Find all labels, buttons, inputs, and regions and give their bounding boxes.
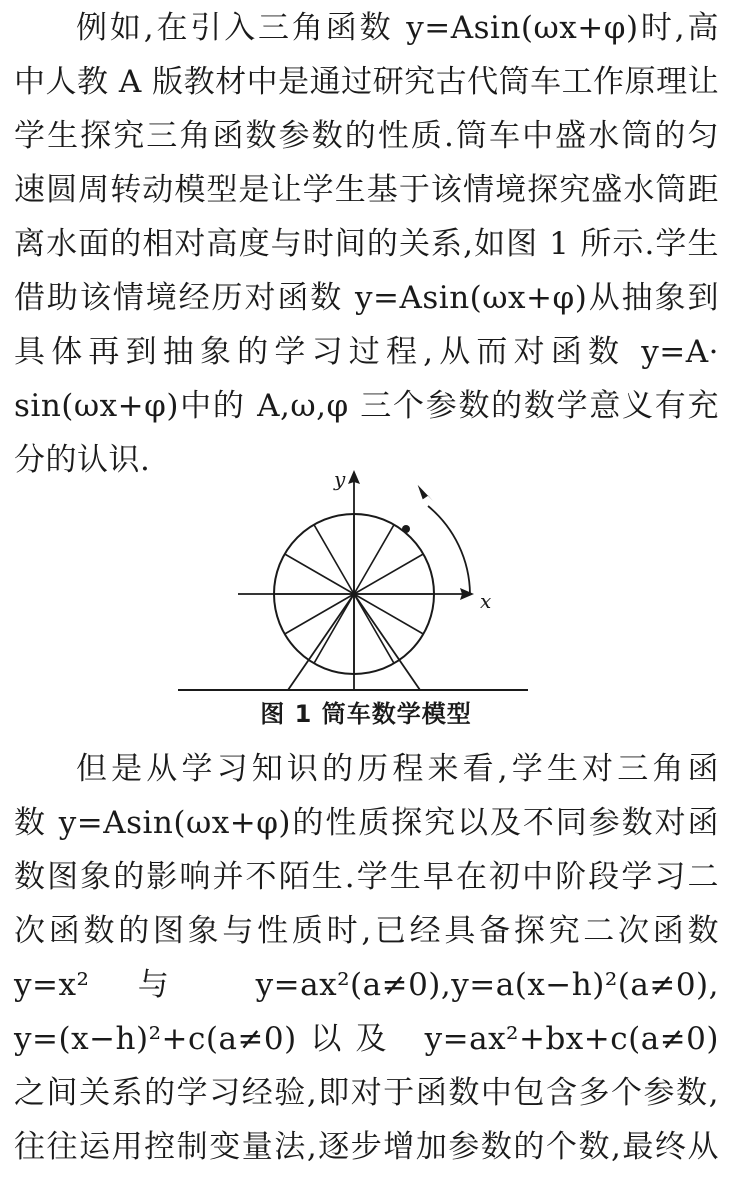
paragraph-2 [14,742,719,1174]
bucket-point [402,525,410,533]
paragraph-2-line: 数 y=Asin(ωx+φ)的性质探究以及不同参数对函 [14,805,719,841]
paragraph-1-line: 借助该情境经历对函数 y=Asin(ωx+φ)从抽象到 [14,280,719,316]
paragraph-1-line: 具体再到抽象的学习过程,从而对函数 y=A· [14,334,719,370]
paragraph-2-line: 但是从学习知识的历程来看,学生对三角函 [76,751,719,787]
waterwheel-figure [170,466,540,694]
support-leg-left [288,594,354,690]
paragraph-1-line: 例如,在引入三角函数 y=Asin(ωx+φ)时,高 [76,10,719,46]
rotation-arc [428,506,470,594]
paragraph-2-line: 往往运用控制变量法,逐步增加参数的个数,最终从 [14,1129,719,1165]
paragraph-1-line: 速圆周转动模型是让学生基于该情境探究盛水筒距 [14,172,719,208]
rotation-arrow-icon [418,483,433,503]
paragraph-2-line: 之间关系的学习经验,即对于函数中包含多个参数, [14,1075,719,1111]
x-axis-label: x [480,589,492,613]
paragraph-1-line: 中人教 A 版教材中是通过研究古代筒车工作原理让 [14,64,720,100]
paragraph-2-line: y=x² 与 y=ax²(a≠0),y=a(x−h)²(a≠0), [14,967,719,1003]
paragraph-1-line: 分的认识. [14,442,151,478]
paragraph-2-line: y=(x−h)²+c(a≠0)以及 y=ax²+bx+c(a≠0) [14,1021,719,1057]
y-axis-arrow-icon [348,470,360,484]
paragraph-1-line: sin(ωx+φ)中的 A,ω,φ 三个参数的数学意义有充 [14,388,719,424]
waterwheel-diagram [170,466,540,694]
paragraph-1 [14,1,719,487]
y-axis-label: y [334,467,346,491]
paragraph-1-line: 离水面的相对高度与时间的关系,如图 1 所示.学生 [14,226,719,262]
paragraph-2-line: 次函数的图象与性质时,已经具备探究二次函数 [14,913,719,949]
figure-caption: 图 1 筒车数学模型 [260,700,472,728]
paragraph-2-line: 数图象的影响并不陌生.学生早在初中阶段学习二 [14,859,719,895]
x-axis-arrow-icon [460,588,474,600]
paragraph-1-line: 学生探究三角函数参数的性质.筒车中盛水筒的匀 [14,118,719,154]
support-leg-right [354,594,420,690]
